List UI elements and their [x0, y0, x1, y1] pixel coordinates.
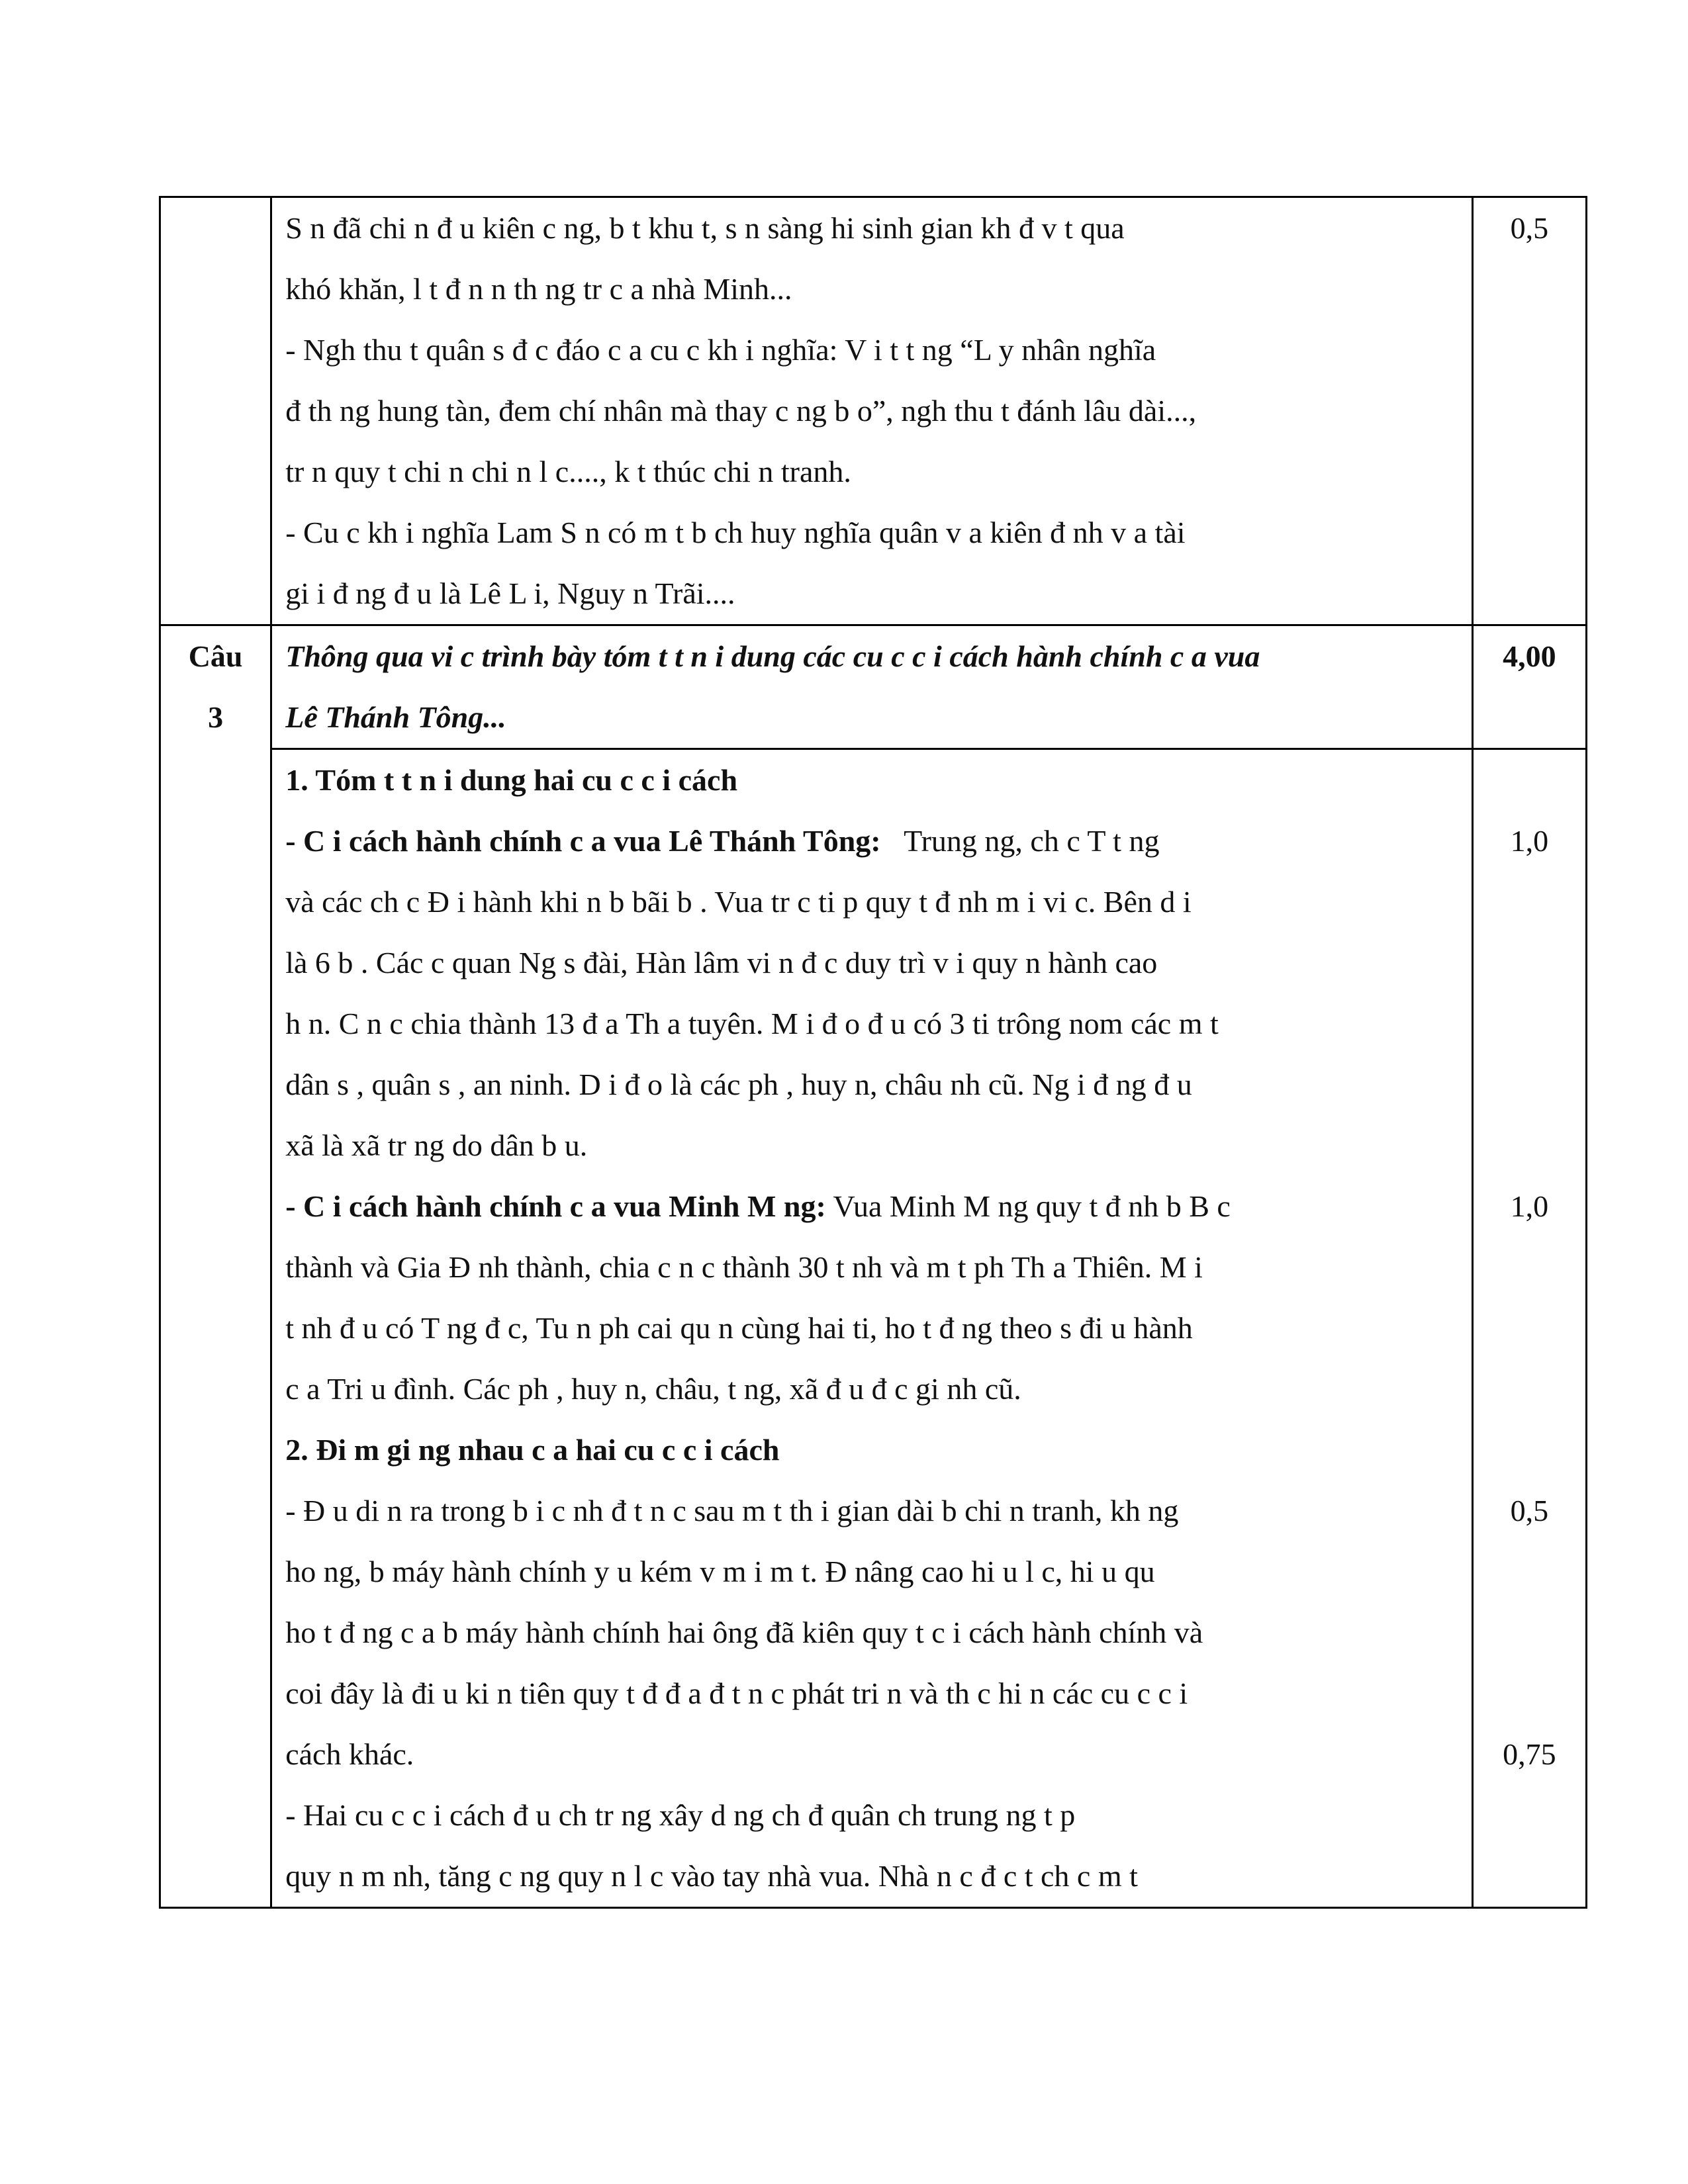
text-line: [285, 811, 1458, 872]
text-line: dân s , quân s , an ninh. D i đ o là các ph , huy n, châu nh cũ. Ng i đ ng đ u: [285, 1068, 1192, 1101]
section-title: 1. Tóm t t n i dung hai cu c c i cách: [285, 763, 738, 797]
section-title: 2. Đi m gi ng nhau c a hai cu c c i cách: [285, 1433, 780, 1467]
question-prompt-cell: [271, 625, 1473, 749]
text-line: xã là xã tr ng do dân b u.: [285, 1128, 588, 1162]
question-prompt-line: Lê Thánh Tông...: [285, 700, 506, 734]
total-score-cell: [1472, 625, 1586, 749]
text-line: gi i đ ng đ u là Lê L i, Nguy n Trãi....: [285, 576, 735, 610]
question-label-cell: [160, 625, 271, 1908]
item-heading: - C i cách hành chính c a vua Minh M ng:: [285, 1189, 826, 1223]
text-line: - Cu c kh i nghĩa Lam S n có m t b ch huy nghĩa quân v a kiên đ nh v a tài: [285, 516, 1186, 549]
question-row: [160, 625, 1587, 749]
text-line: thành và Gia Đ nh thành, chia c n c thành 30 t nh và m t ph Th a Thiên. M i: [285, 1250, 1203, 1284]
text-line: đ th ng hung tàn, đem chí nhân mà thay c ng b o”, ngh thu t đánh lâu dài...,: [285, 394, 1197, 428]
text-line: quy n m nh, tăng c ng quy n l c vào tay nhà vua. Nhà n c đ c t ch c m t: [285, 1859, 1138, 1893]
item-text: Trung ng, ch c T t ng: [904, 824, 1160, 858]
score-cell: [1472, 197, 1586, 625]
question-prompt-line: Thông qua vi c trình bày tóm t t n i dung các cu c c i cách hành chính c a vua: [285, 639, 1260, 673]
text-line: h n. C n c chia thành 13 đ a Th a tuyên. M i đ o đ u có 3 ti trông nom các m t: [285, 1007, 1219, 1040]
text-line: ho t đ ng c a b máy hành chính hai ông đã kiên quy t c i cách hành chính và: [285, 1615, 1203, 1649]
text-line: tr n quy t chi n chi n l c...., k t thúc chi n tranh.: [285, 455, 851, 488]
text-line: S n đã chi n đ u kiên c ng, b t khu t, s n sàng hi sinh gian kh đ v t qua: [285, 211, 1125, 245]
answer-score-cell: [1472, 749, 1586, 1908]
item-heading: - C i cách hành chính c a vua Lê Thánh Tông:: [285, 824, 881, 858]
item-text: Vua Minh M ng quy t đ nh b B c: [833, 1189, 1231, 1223]
text-line: - Ngh thu t quân s đ c đáo c a cu c kh i nghĩa: V i t t ng “L y nhân nghĩa: [285, 333, 1156, 367]
text-line: ho ng, b máy hành chính y u kém v m i m t. Đ nâng cao hi u l c, hi u qu: [285, 1555, 1155, 1588]
answer-key-table: [159, 196, 1587, 1909]
continuation-row: [160, 197, 1587, 625]
text-line: khó khăn, l t đ n n th ng tr c a nhà Minh...: [285, 272, 792, 306]
score-value: 0,5: [1510, 211, 1549, 245]
text-line: - Đ u di n ra trong b i c nh đ t n c sau m t th i gian dài b chi n tranh, kh ng: [285, 1494, 1179, 1527]
empty-label-cell: [160, 197, 271, 625]
text-line: là 6 b . Các c quan Ng s đài, Hàn lâm vi n đ c duy trì v i quy n hành cao: [285, 946, 1158, 979]
answer-row: [160, 749, 1587, 1908]
answer-content: [271, 749, 1473, 1908]
score-value: 0,75: [1503, 1737, 1556, 1771]
text-line: và các ch c Đ i hành khi n b bãi b . Vua tr c ti p quy t đ nh m i vi c. Bên d i: [285, 885, 1192, 919]
text-line: - Hai cu c c i cách đ u ch tr ng xây d ng ch đ quân ch trung ng t p: [285, 1798, 1076, 1832]
score-value: 1,0: [1510, 1189, 1549, 1223]
text-line: cách khác.: [285, 1737, 414, 1771]
total-score: 4,00: [1503, 639, 1556, 673]
text-line: coi đây là đi u ki n tiên quy t đ đ a đ t n c phát tri n và th c hi n các cu c c i: [285, 1676, 1188, 1710]
continuation-content: [271, 197, 1473, 625]
text-line: t nh đ u có T ng đ c, Tu n ph cai qu n cùng hai ti, ho t đ ng theo s đi u hành: [285, 1311, 1193, 1345]
question-number: 3: [208, 700, 224, 734]
question-label: Câu: [188, 639, 243, 673]
score-value: 1,0: [1510, 824, 1549, 858]
text-line: c a Tri u đình. Các ph , huy n, châu, t ng, xã đ u đ c gi nh cũ.: [285, 1372, 1021, 1406]
text-line: [285, 1176, 1458, 1237]
score-value: 0,5: [1510, 1494, 1549, 1527]
